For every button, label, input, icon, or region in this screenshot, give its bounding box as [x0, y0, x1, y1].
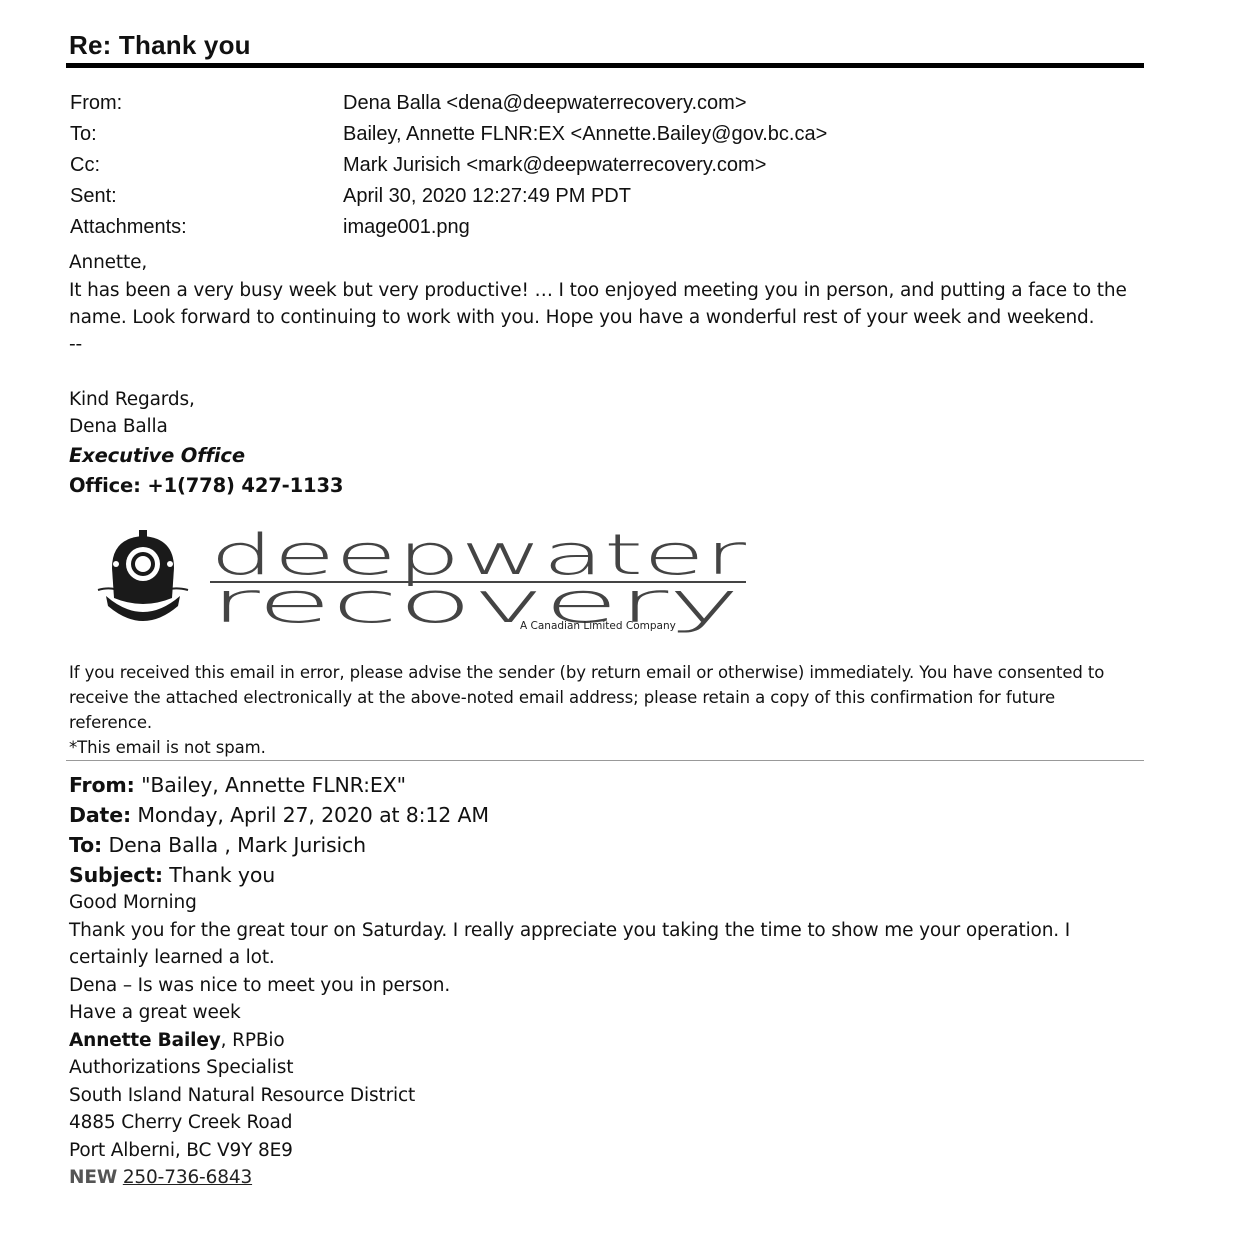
- quoted-greeting: Good Morning: [69, 892, 197, 913]
- quoted-signature-address: 4885 Cherry Creek Road: [69, 1112, 293, 1133]
- disclaimer-line: reference.: [69, 713, 153, 732]
- disclaimer-line: If you received this email in error, please advise the sender (by return email or otherwise) immediately. You have consented to: [69, 663, 1105, 682]
- quoted-to: [69, 831, 366, 859]
- quoted-body-line: Dena – Is was nice to meet you in person.: [69, 975, 451, 996]
- body-greeting: Annette,: [69, 252, 148, 273]
- quoted-date-value: Monday, April 27, 2020 at 8:12 AM: [131, 803, 489, 827]
- quoted-message-divider: [66, 760, 1144, 761]
- signature-phone: Office: +1(778) 427-1133: [69, 474, 344, 497]
- quoted-signature-district: South Island Natural Resource District: [69, 1085, 416, 1106]
- subject-divider: [66, 63, 1144, 68]
- quoted-from: [69, 771, 406, 799]
- quoted-body-line: Have a great week: [69, 1002, 241, 1023]
- header-value: Bailey, Annette FLNR:EX <Annette.Bailey@gov.bc.ca>: [343, 123, 828, 145]
- logo-text-line2: recovery: [210, 571, 740, 636]
- quoted-to-label: To:: [69, 833, 103, 857]
- diving-helmet-icon: [98, 530, 188, 621]
- spam-note: *This email is not spam.: [69, 738, 266, 757]
- quoted-subject-label: Subject:: [69, 863, 163, 887]
- quoted-date-label: Date:: [69, 803, 132, 827]
- disclaimer-line: receive the attached electronically at the above-noted email address; please retain a copy of this confirmation for future: [69, 688, 1056, 707]
- quoted-from-label: From:: [69, 773, 135, 797]
- email-subject: Re: Thank you: [69, 30, 251, 60]
- signature-name: Dena Balla: [69, 416, 168, 437]
- header-value: Dena Balla <dena@deepwaterrecovery.com>: [343, 92, 747, 114]
- quoted-to-value: Dena Balla , Mark Jurisich: [102, 833, 367, 857]
- quoted-from-value: "Bailey, Annette FLNR:EX": [134, 773, 406, 797]
- deepwater-recovery-logo: [92, 528, 752, 636]
- quoted-sig-cred: , RPBio: [220, 1030, 285, 1051]
- body-line: It has been a very busy week but very productive! … I too enjoyed meeting you in person, and putting a face to the: [69, 280, 1127, 301]
- quoted-signature-name: [69, 1029, 285, 1053]
- attachment-link[interactable]: image001.png: [343, 216, 470, 238]
- phone-new-label: NEW: [69, 1167, 118, 1188]
- quoted-date: [69, 801, 489, 829]
- quoted-signature-address: Port Alberni, BC V9Y 8E9: [69, 1140, 293, 1161]
- signature-closing: Kind Regards,: [69, 389, 195, 410]
- body-line: name. Look forward to continuing to work with you. Hope you have a wonderful rest of your week and weekend.: [69, 307, 1095, 328]
- header-label: From:: [70, 92, 123, 114]
- signature-title: Executive Office: [69, 444, 245, 467]
- quoted-body-line: Thank you for the great tour on Saturday. I really appreciate you taking the time to show me your operation. I: [69, 920, 1071, 941]
- quoted-subject: [69, 861, 275, 889]
- quoted-sig-name: Annette Bailey: [69, 1030, 221, 1051]
- header-value: April 30, 2020 12:27:49 PM PDT: [343, 185, 631, 207]
- header-label: Cc:: [70, 154, 100, 176]
- quoted-body-line: certainly learned a lot.: [69, 947, 275, 968]
- phone-link[interactable]: 250-736-6843: [122, 1167, 253, 1188]
- quoted-signature-title: Authorizations Specialist: [69, 1057, 294, 1078]
- quoted-subject-value: Thank you: [162, 863, 276, 887]
- header-label: Attachments:: [70, 216, 187, 238]
- header-label: Sent:: [70, 185, 117, 207]
- header-label: To:: [70, 123, 97, 145]
- header-value: Mark Jurisich <mark@deepwaterrecovery.com>: [343, 154, 767, 176]
- logo-text-line1: deepwater: [210, 528, 746, 588]
- signature-separator: --: [69, 334, 83, 355]
- quoted-signature-phone: [69, 1166, 252, 1190]
- logo-tagline: A Canadian Limited Company: [520, 620, 676, 632]
